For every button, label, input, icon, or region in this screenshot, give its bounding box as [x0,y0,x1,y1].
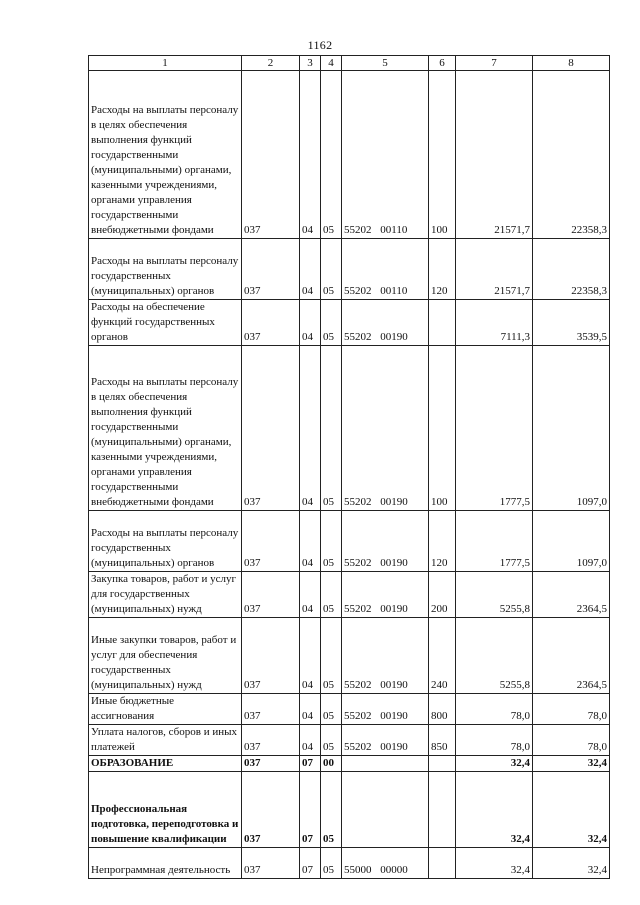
expense-name: Непрограммная деятельность [89,848,242,879]
expense-type-code: 850 [429,725,456,756]
section-code: 04 [300,725,321,756]
column-header-1: 1 [89,56,242,71]
table-row [89,300,610,346]
amount-col7: 21571,7 [456,239,533,300]
amount-col7: 1777,5 [456,511,533,572]
expense-type-code: 800 [429,694,456,725]
expense-type-code: 120 [429,511,456,572]
section-code: 04 [300,694,321,725]
subsection-code: 05 [321,239,342,300]
ministry-code: 037 [242,572,300,618]
amount-col8: 32,4 [533,848,610,879]
table-row [89,511,610,572]
section-code: 04 [300,572,321,618]
expense-name: Профессиональная подготовка, переподготовка и повышение квалификации [89,772,242,848]
expense-name: Расходы на выплаты персоналу в целях обеспечения выполнения функций государственными (муниципальными) органами, казенными учреждениями, органами управления государственными внебюджетными фондами [89,346,242,511]
ministry-code: 037 [242,346,300,511]
column-header-5: 5 [342,56,429,71]
amount-col7: 32,4 [456,772,533,848]
target-article-code: 55202 00190 [342,511,429,572]
expense-type-code [429,772,456,848]
ministry-code: 037 [242,848,300,879]
column-header-7: 7 [456,56,533,71]
amount-col8: 32,4 [533,756,610,772]
expense-name: Расходы на выплаты персоналу в целях обеспечения выполнения функций государственными (муниципальными) органами, казенными учреждениями, органами управления государственными внебюджетными фондами [89,71,242,239]
expense-name: Иные бюджетные ассигнования [89,694,242,725]
amount-col7: 32,4 [456,848,533,879]
table-row [89,756,610,772]
target-article-code: 55202 00110 [342,239,429,300]
section-code: 04 [300,300,321,346]
column-header-3: 3 [300,56,321,71]
amount-col7: 1777,5 [456,346,533,511]
target-article-code [342,772,429,848]
table-row [89,848,610,879]
expense-name: Расходы на выплаты персоналу государственных (муниципальных) органов [89,511,242,572]
section-code: 07 [300,756,321,772]
section-code: 04 [300,511,321,572]
section-code: 04 [300,71,321,239]
ministry-code: 037 [242,772,300,848]
amount-col8: 1097,0 [533,346,610,511]
expense-type-code [429,756,456,772]
expense-name: Закупка товаров, работ и услуг для государственных (муниципальных) нужд [89,572,242,618]
amount-col8: 78,0 [533,694,610,725]
target-article-code: 55000 00000 [342,848,429,879]
table-row [89,71,610,239]
target-article-code: 55202 00190 [342,346,429,511]
amount-col8: 78,0 [533,725,610,756]
section-code: 04 [300,618,321,694]
expense-name: Расходы на выплаты персоналу государственных (муниципальных) органов [89,239,242,300]
section-code: 04 [300,239,321,300]
table-row [89,618,610,694]
target-article-code: 55202 00190 [342,300,429,346]
expense-type-code [429,300,456,346]
amount-col7: 7111,3 [456,300,533,346]
ministry-code: 037 [242,725,300,756]
column-header-2: 2 [242,56,300,71]
budget-table [88,55,610,879]
target-article-code: 55202 00190 [342,725,429,756]
expense-type-code: 120 [429,239,456,300]
subsection-code: 05 [321,618,342,694]
amount-col8: 2364,5 [533,572,610,618]
target-article-code: 55202 00190 [342,694,429,725]
subsection-code: 05 [321,71,342,239]
expense-name: Уплата налогов, сборов и иных платежей [89,725,242,756]
column-header-6: 6 [429,56,456,71]
subsection-code: 00 [321,756,342,772]
target-article-code: 55202 00110 [342,71,429,239]
page-number: 1162 [307,38,333,52]
expense-type-code: 240 [429,618,456,694]
table-row [89,346,610,511]
expense-type-code [429,848,456,879]
subsection-code: 05 [321,511,342,572]
amount-col8: 22358,3 [533,239,610,300]
table-row [89,772,610,848]
target-article-code: 55202 00190 [342,618,429,694]
amount-col7: 5255,8 [456,618,533,694]
amount-col8: 1097,0 [533,511,610,572]
ministry-code: 037 [242,300,300,346]
expense-type-code: 100 [429,71,456,239]
table-row [89,239,610,300]
expense-name: ОБРАЗОВАНИЕ [89,756,242,772]
section-code: 04 [300,346,321,511]
subsection-code: 05 [321,772,342,848]
amount-col7: 78,0 [456,725,533,756]
table-row [89,572,610,618]
ministry-code: 037 [242,71,300,239]
subsection-code: 05 [321,725,342,756]
amount-col8: 22358,3 [533,71,610,239]
table-row [89,725,610,756]
ministry-code: 037 [242,694,300,725]
target-article-code: 55202 00190 [342,572,429,618]
subsection-code: 05 [321,848,342,879]
ministry-code: 037 [242,618,300,694]
amount-col7: 21571,7 [456,71,533,239]
subsection-code: 05 [321,346,342,511]
section-code: 07 [300,772,321,848]
subsection-code: 05 [321,300,342,346]
table-header-row [89,56,610,71]
amount-col8: 3539,5 [533,300,610,346]
ministry-code: 037 [242,756,300,772]
subsection-code: 05 [321,572,342,618]
target-article-code [342,756,429,772]
expense-type-code: 200 [429,572,456,618]
expense-name: Иные закупки товаров, работ и услуг для обеспечения государственных (муниципальных) нужд [89,618,242,694]
amount-col7: 5255,8 [456,572,533,618]
section-code: 07 [300,848,321,879]
amount-col8: 32,4 [533,772,610,848]
ministry-code: 037 [242,239,300,300]
ministry-code: 037 [242,511,300,572]
expense-name: Расходы на обеспечение функций государственных органов [89,300,242,346]
column-header-8: 8 [533,56,610,71]
expense-type-code: 100 [429,346,456,511]
column-header-4: 4 [321,56,342,71]
amount-col8: 2364,5 [533,618,610,694]
amount-col7: 32,4 [456,756,533,772]
subsection-code: 05 [321,694,342,725]
amount-col7: 78,0 [456,694,533,725]
table-row [89,694,610,725]
